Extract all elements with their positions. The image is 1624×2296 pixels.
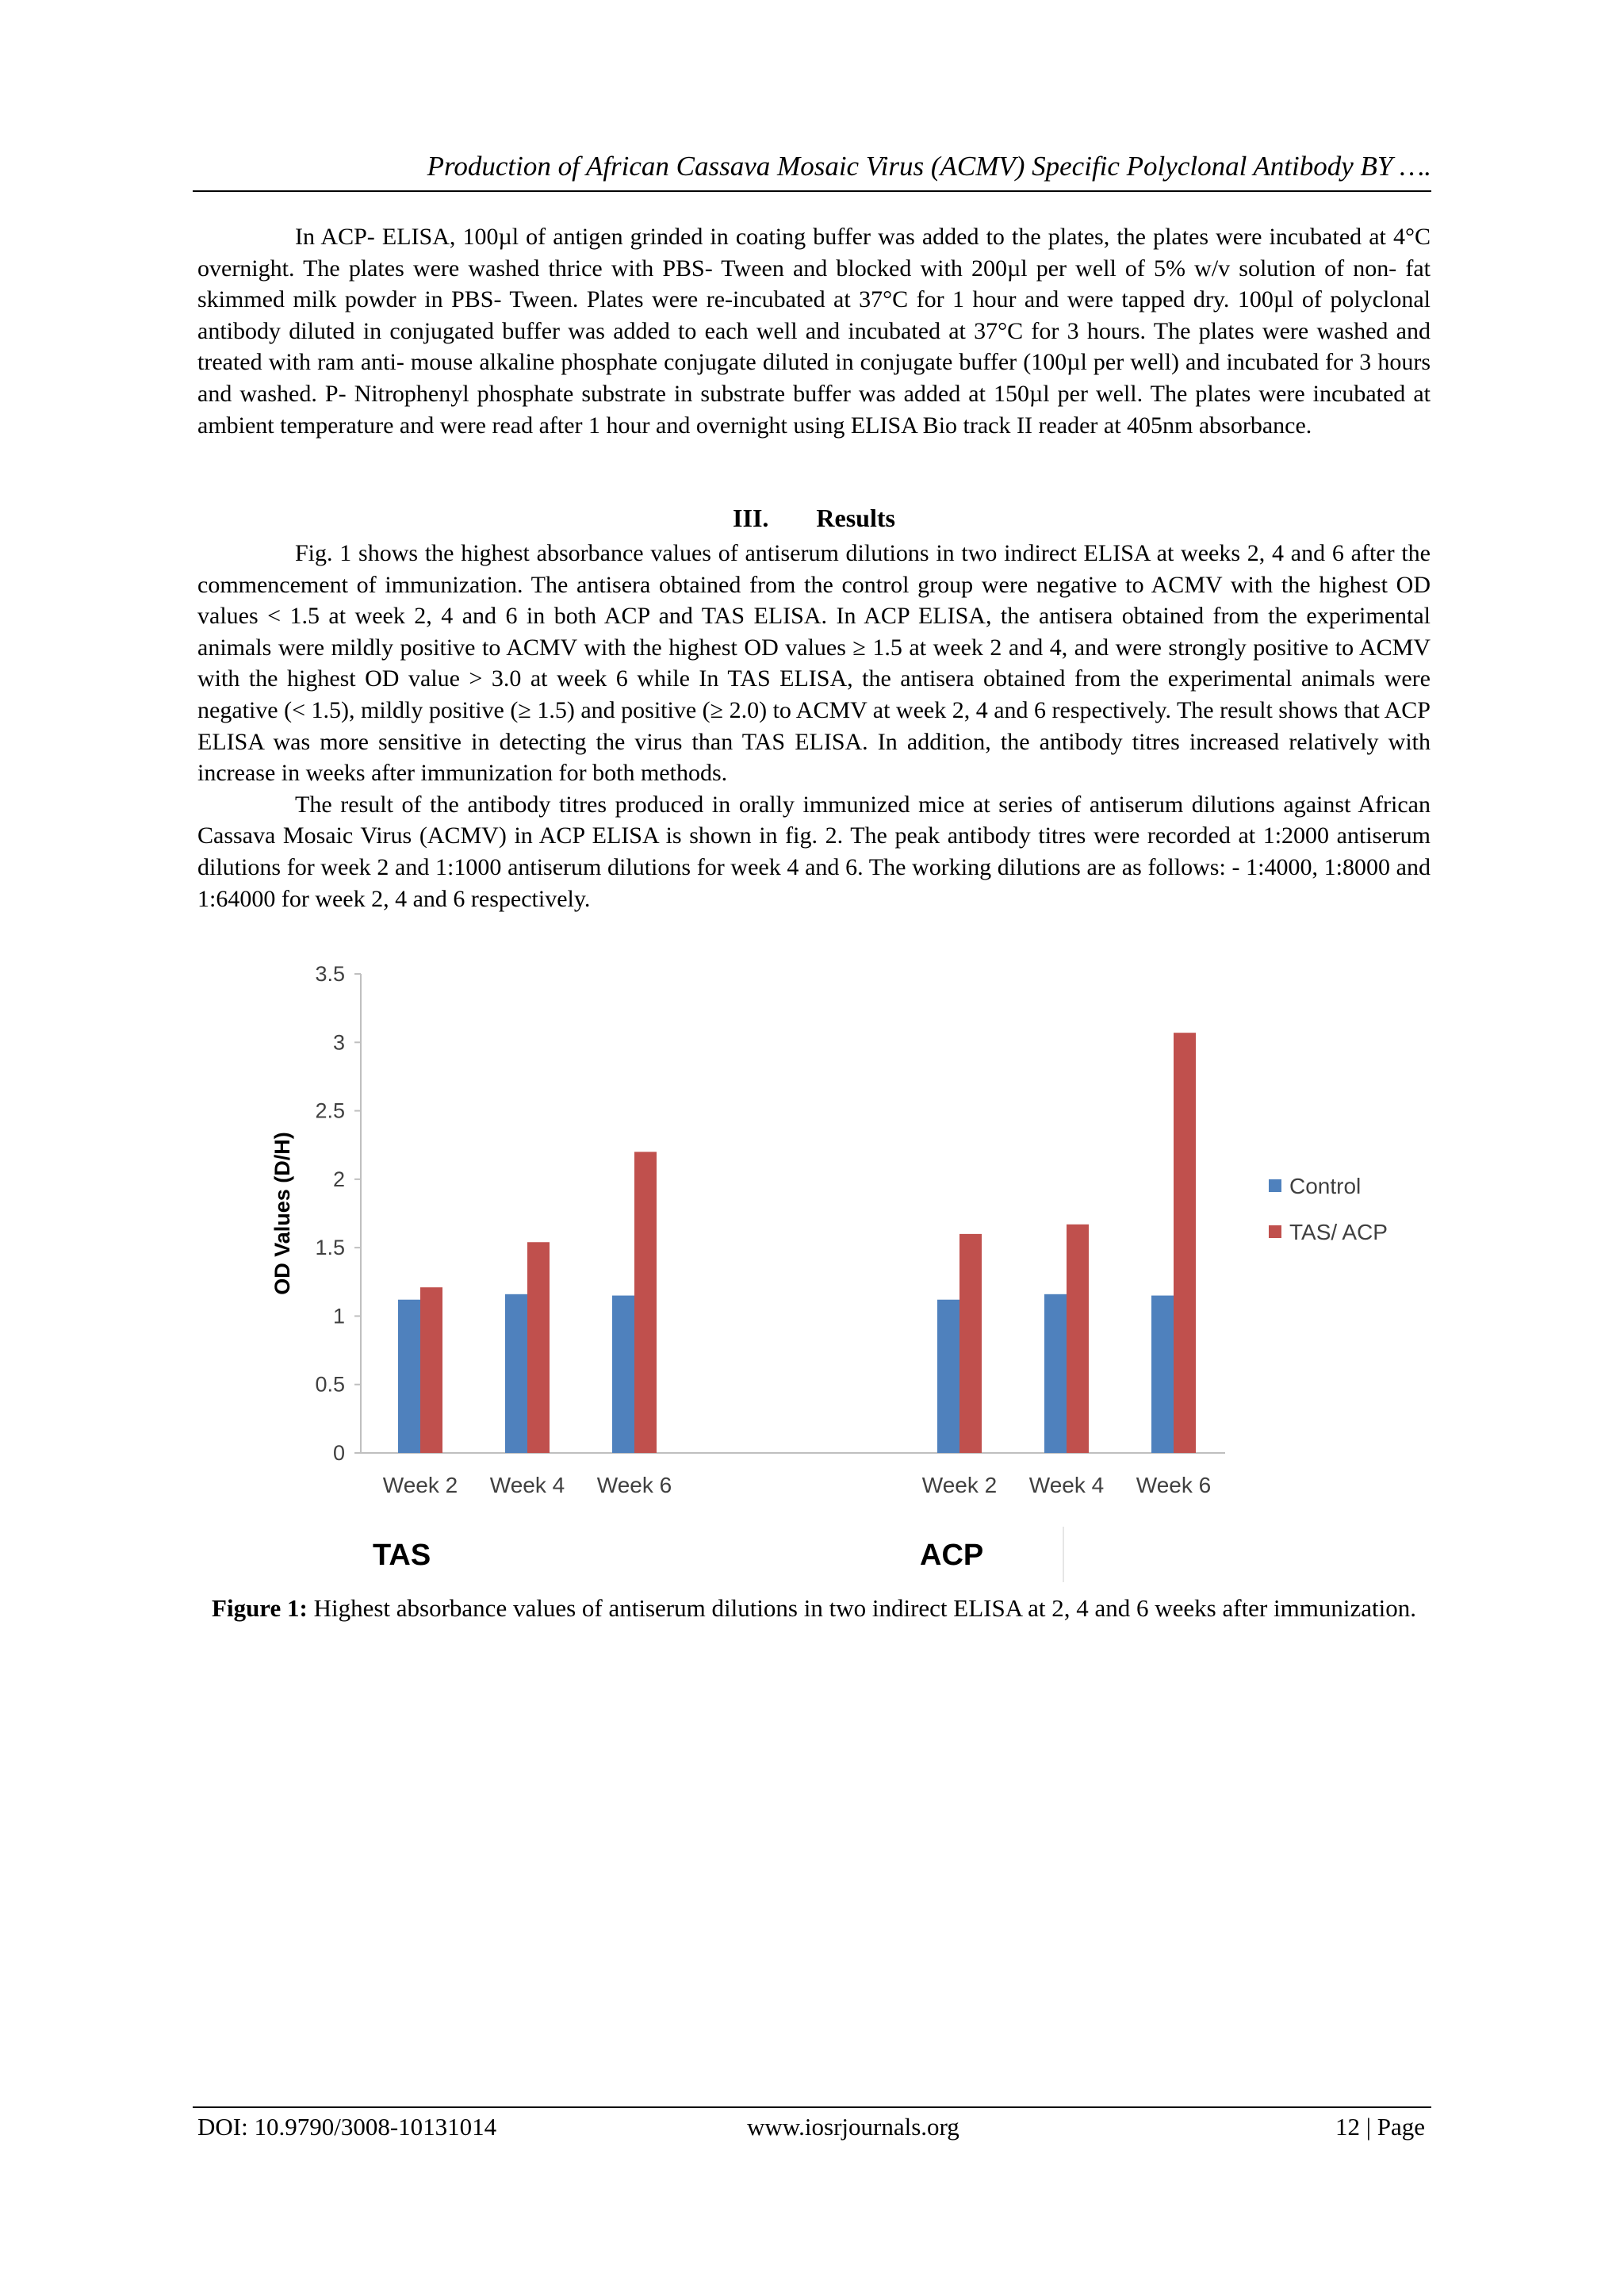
group-label-acp: ACP	[920, 1539, 984, 1572]
footer-doi: DOI: 10.9790/3008-10131014	[197, 2113, 497, 2141]
legend-swatch	[1269, 1179, 1281, 1192]
results-text	[197, 538, 1431, 914]
footer-page-number: 12 | Page	[1335, 2113, 1425, 2141]
x-tick-label: Week 2	[382, 1473, 458, 1497]
x-tick-label: Week 2	[921, 1473, 998, 1497]
bar-chart	[238, 952, 1388, 1570]
y-tick-label: 2.5	[315, 1098, 345, 1123]
legend-swatch	[1269, 1225, 1281, 1238]
bar-control	[1044, 1294, 1067, 1453]
x-tick-label: Week 6	[1136, 1473, 1212, 1497]
bar-tas-acp	[959, 1234, 982, 1453]
y-tick-label: 3	[332, 1030, 345, 1055]
y-tick-label: 3.5	[315, 962, 345, 986]
bar-tas-acp	[1067, 1225, 1089, 1453]
bar-control	[937, 1300, 959, 1453]
y-axis-label: OD Values (D/H)	[270, 1132, 294, 1295]
header-rule	[193, 190, 1431, 192]
group-separator	[1063, 1527, 1064, 1582]
group-label-tas: TAS	[373, 1539, 431, 1572]
methods-paragraph: In ACP- ELISA, 100µl of antigen grinded in coating buffer was added to the plates, the plates were incubated at 4°C overnight. The plates were washed thrice with PBS- Tween and blocked with 200µl per well of 5% w/v solution of non- fat skimmed milk powder in PBS- Tween. Plates were re-incubated at 37°C for 1 hour and were tapped dry. 100µl of polyclonal antibody diluted in conjugated buffer was added to each well and incubated at 37°C for 3 hours. The plates were washed and treated with ram anti- mouse alkaline phosphate conjugate diluted in conjugate buffer (100µl per well) and incubated for 3 hours and washed. P- Nitrophenyl phosphate substrate in substrate buffer was added at 150µl per well. The plates were incubated at ambient temperature and were read after 1 hour and overnight using ELISA Bio track II reader at 405nm absorbance.	[197, 224, 1431, 439]
section-heading	[197, 504, 1431, 533]
caption-label: Figure 1:	[212, 1594, 308, 1622]
y-tick-label: 2	[332, 1167, 345, 1191]
y-tick-label: 1	[332, 1304, 345, 1328]
bar-control	[398, 1300, 420, 1453]
footer-website[interactable]: www.iosrjournals.org	[747, 2113, 959, 2141]
x-tick-label: Week 4	[489, 1473, 565, 1497]
y-tick-label: 0	[332, 1441, 345, 1465]
bar-control	[1151, 1296, 1174, 1453]
section-number: III.	[733, 504, 769, 532]
methods-paragraph-block	[197, 221, 1431, 441]
running-header: Production of African Cassava Mosaic Virus (ACMV) Specific Polyclonal Antibody BY ….	[427, 151, 1431, 182]
legend-label: Control	[1289, 1174, 1362, 1198]
results-paragraph-2: The result of the antibody titres produced in orally immunized mice at series of antiserum dilutions against African Cassava Mosaic Virus (ACMV) in ACP ELISA is shown in fig. 2. The peak antibody titres were recorded at 1:2000 antiserum dilutions for week 2 and 1:1000 antiserum dilutions for week 4 and 6. The working dilutions are as follows: - 1:4000, 1:8000 and 1:64000 for week 2, 4 and 6 respectively.	[197, 791, 1431, 912]
footer-rule	[193, 2106, 1431, 2108]
bar-control	[612, 1296, 634, 1453]
bar-tas-acp	[634, 1152, 657, 1453]
legend-label: TAS/ ACP	[1289, 1220, 1388, 1244]
x-tick-label: Week 4	[1028, 1473, 1105, 1497]
bar-tas-acp	[1174, 1033, 1196, 1453]
results-paragraph-1: Fig. 1 shows the highest absorbance values of antiserum dilutions in two indirect ELISA at weeks 2, 4 and 6 after the commencement of immunization. The antisera obtained from the control group were negative to ACMV with the highest OD values < 1.5 at week 2, 4 and 6 in both ACP and TAS ELISA. In ACP ELISA, the antisera obtained from the experimental animals were mildly positive to ACMV with the highest OD values ≥ 1.5 at week 2 and 4, and were strongly positive to ACMV with the highest OD value > 3.0 at week 6 while In TAS ELISA, the antisera obtained from the experimental animals were negative (< 1.5), mildly positive (≥ 1.5) and positive (≥ 2.0) to ACMV at week 2, 4 and 6 respectively. The result shows that ACP ELISA was more sensitive in detecting the virus than TAS ELISA. In addition, the antibody titres increased relatively with increase in weeks after immunization for both methods.	[197, 540, 1431, 787]
x-tick-label: Week 6	[596, 1473, 672, 1497]
section-title: Results	[816, 504, 895, 532]
bar-control	[505, 1294, 527, 1453]
bar-tas-acp	[527, 1242, 550, 1453]
bar-tas-acp	[420, 1287, 442, 1453]
y-tick-label: 1.5	[315, 1236, 345, 1260]
y-tick-label: 0.5	[315, 1372, 345, 1397]
figure-caption	[197, 1593, 1431, 1624]
caption-text: Highest absorbance values of antiserum dilutions in two indirect ELISA at 2, 4 and 6 weeks after immunization.	[307, 1594, 1416, 1622]
